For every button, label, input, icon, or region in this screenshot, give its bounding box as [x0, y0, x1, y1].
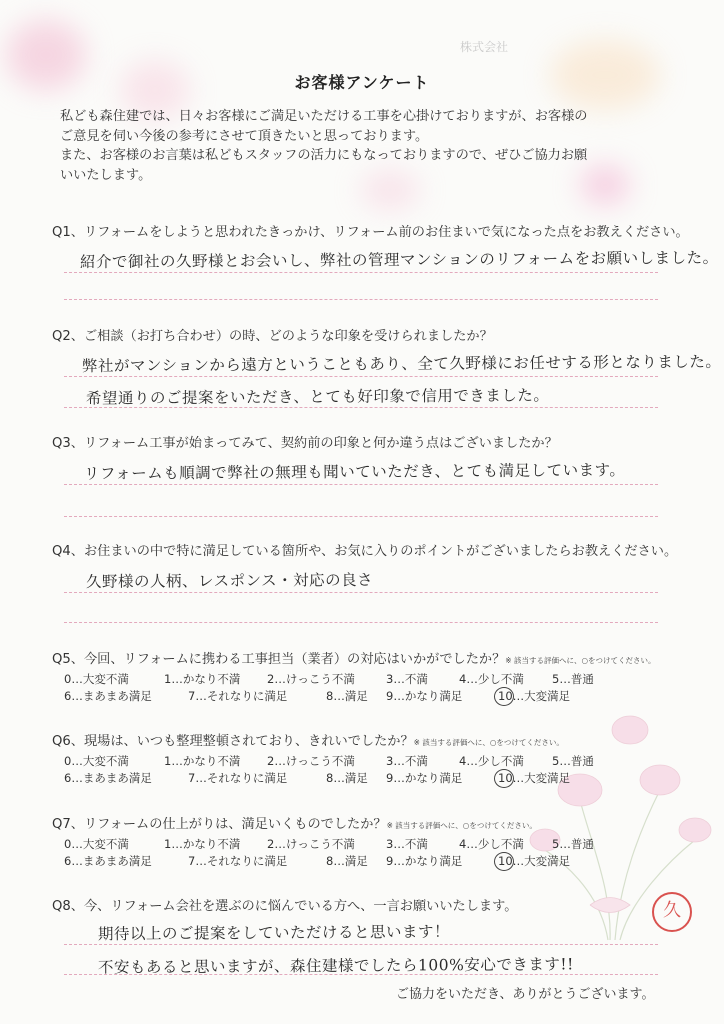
question-6-note: ※ 該当する評価へに、○をつけてください。 — [413, 738, 564, 747]
rating-option-9[interactable]: 9…かなり満足 — [386, 854, 463, 868]
rating-option-6[interactable]: 6…まあまあ満足 — [64, 771, 152, 785]
page-title: お客様アンケート — [294, 73, 430, 92]
question-5-note: ※ 該当する評価へに、○をつけてください。 — [505, 656, 656, 665]
answer-line — [64, 299, 658, 300]
closing-message: ご協力をいただき、ありがとうございます。 — [396, 987, 655, 1002]
rating-scale-q5 — [64, 671, 664, 705]
question-3: Q3、リフォーム工事が始まってみて、契約前の印象と何か違う点はございましたか？ — [52, 436, 558, 451]
rating-row — [64, 688, 664, 705]
rating-option-2[interactable]: 2…けっこう不満 — [267, 837, 355, 851]
rating-row — [64, 836, 664, 853]
question-7-note: ※ 該当する評価へに、○をつけてください。 — [386, 821, 537, 830]
rating-option-6[interactable]: 6…まあまあ満足 — [64, 854, 152, 868]
rating-option-10[interactable]: 10…大変満足 — [498, 771, 571, 785]
rating-option-1[interactable]: 1…かなり不満 — [164, 754, 241, 768]
answer-line — [64, 484, 658, 485]
answer-2-line-2: 希望通りのご提案をいただき、とても好印象で信用できました。 — [85, 386, 550, 408]
rating-row — [64, 753, 664, 770]
rating-option-1[interactable]: 1…かなり不満 — [164, 837, 241, 851]
answer-line — [64, 516, 658, 517]
answer-line — [64, 944, 658, 945]
answer-1-line-1: 紹介で御社の久野様とお会いし、弊社の管理マンションのリフォームをお願いしました。 — [79, 248, 719, 272]
question-5 — [52, 648, 656, 667]
rating-option-7[interactable]: 7…それなりに満足 — [188, 689, 288, 703]
intro-line: いいたします。 — [60, 167, 152, 183]
rating-option-0[interactable]: 0…大変不満 — [64, 672, 129, 686]
answer-line — [64, 622, 658, 623]
intro-text — [60, 107, 680, 185]
rating-option-4[interactable]: 4…少し不満 — [459, 672, 524, 686]
rating-option-5[interactable]: 5…普通 — [552, 672, 594, 686]
rating-option-8[interactable]: 8…満足 — [326, 689, 368, 703]
rating-option-10[interactable]: 10…大変満足 — [498, 854, 571, 868]
rating-row — [64, 853, 664, 870]
answer-3-line-1: リフォームも順調で弊社の無理も聞いていただき、とても満足しています。 — [83, 461, 626, 483]
rating-option-10[interactable]: 10…大変満足 — [498, 689, 571, 703]
rating-option-7[interactable]: 7…それなりに満足 — [188, 771, 288, 785]
question-7-text: Q7、リフォームの仕上がりは、満足いくものでしたか？ — [52, 817, 387, 832]
rating-option-8[interactable]: 8…満足 — [326, 771, 368, 785]
rating-option-6[interactable]: 6…まあまあ満足 — [64, 689, 152, 703]
rating-option-3[interactable]: 3…不満 — [386, 754, 428, 768]
rating-option-4[interactable]: 4…少し不満 — [459, 754, 524, 768]
question-1: Q1、リフォームをしようと思われたきっかけ、リフォーム前のお住まいで気になった点をお教えください。 — [52, 225, 689, 240]
intro-line: 私ども森住建では、日々お客様にご満足いただける工事を心掛けておりますが、お客様の — [60, 109, 588, 124]
red-stamp-seal: 久 — [652, 892, 692, 932]
rating-option-4[interactable]: 4…少し不満 — [459, 837, 524, 851]
selected-rating-circle — [494, 769, 514, 788]
rating-option-1[interactable]: 1…かなり不満 — [164, 672, 241, 686]
rating-scale-q7 — [64, 836, 664, 870]
rating-row — [64, 770, 664, 787]
rating-option-3[interactable]: 3…不満 — [386, 837, 428, 851]
rating-option-0[interactable]: 0…大変不満 — [64, 754, 129, 768]
intro-line: ご意見を伺い今後の参考にさせて頂きたいと思っております。 — [60, 128, 429, 144]
answer-line — [64, 407, 658, 408]
answer-line — [64, 272, 658, 273]
answer-line — [64, 592, 658, 593]
question-5-text: Q5、今回、リフォームに携わる工事担当（業者）の対応はいかがでしたか？ — [52, 652, 506, 667]
rating-option-9[interactable]: 9…かなり満足 — [386, 771, 463, 785]
rating-option-5[interactable]: 5…普通 — [552, 754, 594, 768]
rating-option-2[interactable]: 2…けっこう不満 — [267, 754, 355, 768]
question-7 — [52, 813, 537, 832]
answer-8-line-2: 不安もあると思いますが、森住建様でしたら100%安心できます!! — [97, 955, 574, 977]
rating-option-2[interactable]: 2…けっこう不満 — [267, 672, 355, 686]
answer-4-line-1: 久野様の人柄、レスポンス・対応の良さ — [85, 570, 374, 592]
rating-option-5[interactable]: 5…普通 — [552, 837, 594, 851]
question-2: Q2、ご相談（お打ち合わせ）の時、どのような印象を受けられましたか？ — [52, 329, 493, 344]
question-6-text: Q6、現場は、いつも整理整頓されており、きれいでしたか？ — [52, 734, 414, 749]
selected-rating-circle — [494, 687, 514, 706]
answer-8-line-1: 期待以上のご提案をしていただけると思います！ — [97, 922, 451, 944]
question-6 — [52, 730, 564, 749]
rating-option-7[interactable]: 7…それなりに満足 — [188, 854, 288, 868]
answer-line — [64, 974, 658, 975]
question-8: Q8、今、リフォーム会社を選ぶのに悩んでいる方へ、一言お願いいたします。 — [52, 899, 518, 914]
selected-rating-circle — [494, 852, 514, 871]
rating-option-0[interactable]: 0…大変不満 — [64, 837, 129, 851]
question-4: Q4、お住まいの中で特に満足している箇所や、お気に入りのポイントがございましたらお教えください。 — [52, 544, 678, 559]
rating-option-9[interactable]: 9…かなり満足 — [386, 689, 463, 703]
rating-row — [64, 671, 664, 688]
intro-line: また、お客様のお言葉は私どもスタッフの活力にもなっておりますので、ぜひご協力お願 — [60, 148, 588, 163]
show-through-text: 株式会社 — [460, 40, 509, 54]
answer-line — [64, 376, 658, 377]
answer-2-line-1: 弊社がマンションから遠方ということもあり、全て久野様にお任せする形となりました。 — [81, 352, 722, 376]
rating-option-8[interactable]: 8…満足 — [326, 854, 368, 868]
rating-option-3[interactable]: 3…不満 — [386, 672, 428, 686]
rating-scale-q6 — [64, 753, 664, 787]
